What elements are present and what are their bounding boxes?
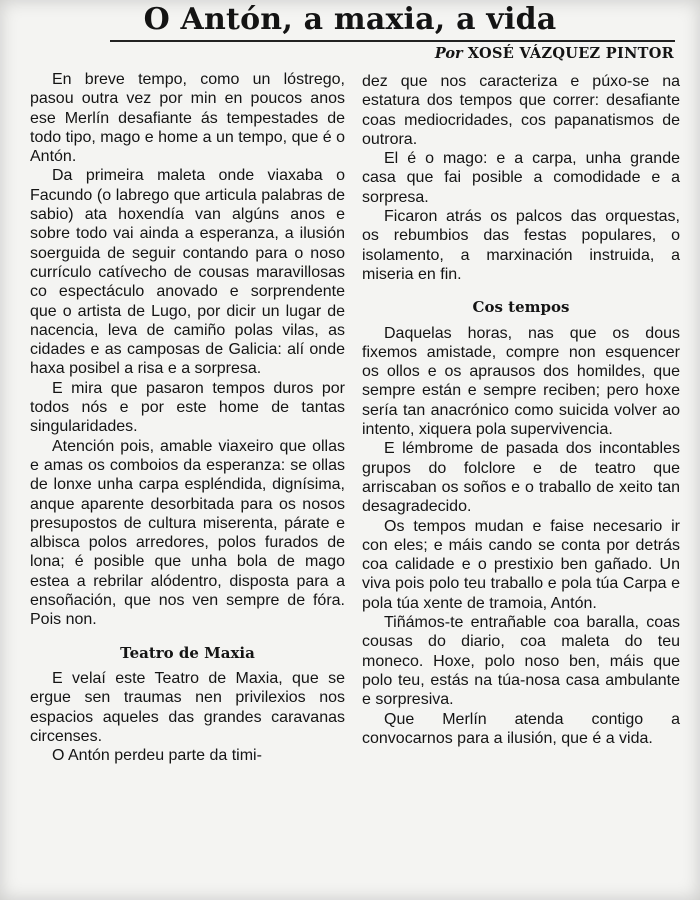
paragraph: Atención pois, amable viaxeiro que ollas e amas os comboios da esperanza: se ollas de lonxe unha carpa espléndida, dignísima, anque aparente desorbitada para os nosos presupostos de cultura miserenta, párate e albisca polos arredores, polos furados de lona; é posible que unha bola de mago estea a rebrilar alódentro, disposta para a ensoñación, que nos ven sempre de fóra. Pois non. <box>30 437 345 629</box>
paragraph: Ficaron atrás os palcos das orquestas, os rebumbios das festas populares, o isolamento, a marxinación instruida, a miseria en fin. <box>362 208 680 283</box>
byline-author: XOSÉ VÁZQUEZ PINTOR <box>467 45 674 62</box>
paragraph: En breve tempo, como un lóstrego, pasou outra vez por min en poucos anos ese Merlín desafiante ás tempestades de todo tipo, mago e home a un tempo, que é o Antón. <box>30 71 345 166</box>
byline-prefix: Por <box>434 45 463 62</box>
section-heading-teatro: Teatro de Maxia <box>120 643 255 662</box>
paragraph: El é o mago: e a carpa, unha grande casa que fai posible a comodidade e a sorpresa. <box>362 150 680 206</box>
paragraph: Os tempos mudan e faise necesario ir con eles; e máis cando se conta por detrás coa calidade e o prestixio ben gañado. Un viva pois polo teu traballo e pola túa Carpa e pola túa xente de tramoia, Antón. <box>362 517 680 612</box>
paragraph: Tiñámos-te entrañable coa baralla, coas cousas do diario, coa maleta do teu moneco. Hoxe, polo noso ben, máis que polo teu, estás na túa-nosa casa ambulante e sorpresiva. <box>362 614 680 709</box>
paragraph: Daquelas horas, nas que os dous fixemos amistade, compre non esquencer os ollos e os aprausos dos homildes, que sempre están e sempre reciben; pero hoxe sería tan anacrónico como suicida volver ao intento, xiquera pola supervivencia. <box>362 324 680 439</box>
title-rule <box>110 40 675 42</box>
paragraph: Da primeira maleta onde viaxaba o Facundo (o labrego que articula palabras de sabio) ata hoxendía van algúns anos e sobre todo vai ainda a esperanza, a ilusión soerguida de seguir contando para o noso currículo catívecho de cousas maravillosas co espectáculo anovado e sorprendente que o artista de Lugo, por dicir un lugar de nacencia, leva de camiño polas vilas, as cidades e as camposas de Galicia: alí onde haxa posibel a risa e a sorpresa. <box>30 167 345 378</box>
paragraph-continuation: dez que nos caracteriza e púxo-se na estatura dos tempos que correr: desafiante coas mediocridades, cos papanatismos de outrora. <box>362 73 680 148</box>
article-title: O Antón, a maxia, a vida <box>143 2 557 37</box>
byline <box>435 45 674 62</box>
paragraph: E velaí este Teatro de Maxia, que se ergue sen traumas nen privilexios nos espacios aqueles das grandes caravanas circenses. <box>30 669 345 745</box>
right-column <box>362 72 680 748</box>
section-heading-tempos: Cos tempos <box>472 298 570 317</box>
paragraph: Que Merlín atenda contigo a convocarnos para a ilusión, que é a vida. <box>362 710 680 747</box>
paragraph: O Antón perdeu parte da timi- <box>52 747 262 765</box>
paragraph: E lémbrome de pasada dos incontables grupos do folclore e de teatro que arriscaban os soños e o traballo de xeito tan desagradecido. <box>362 440 680 516</box>
paragraph: E mira que pasaron tempos duros por todos nós e por este home de tantas singularidades. <box>30 379 345 436</box>
left-column <box>30 70 345 765</box>
